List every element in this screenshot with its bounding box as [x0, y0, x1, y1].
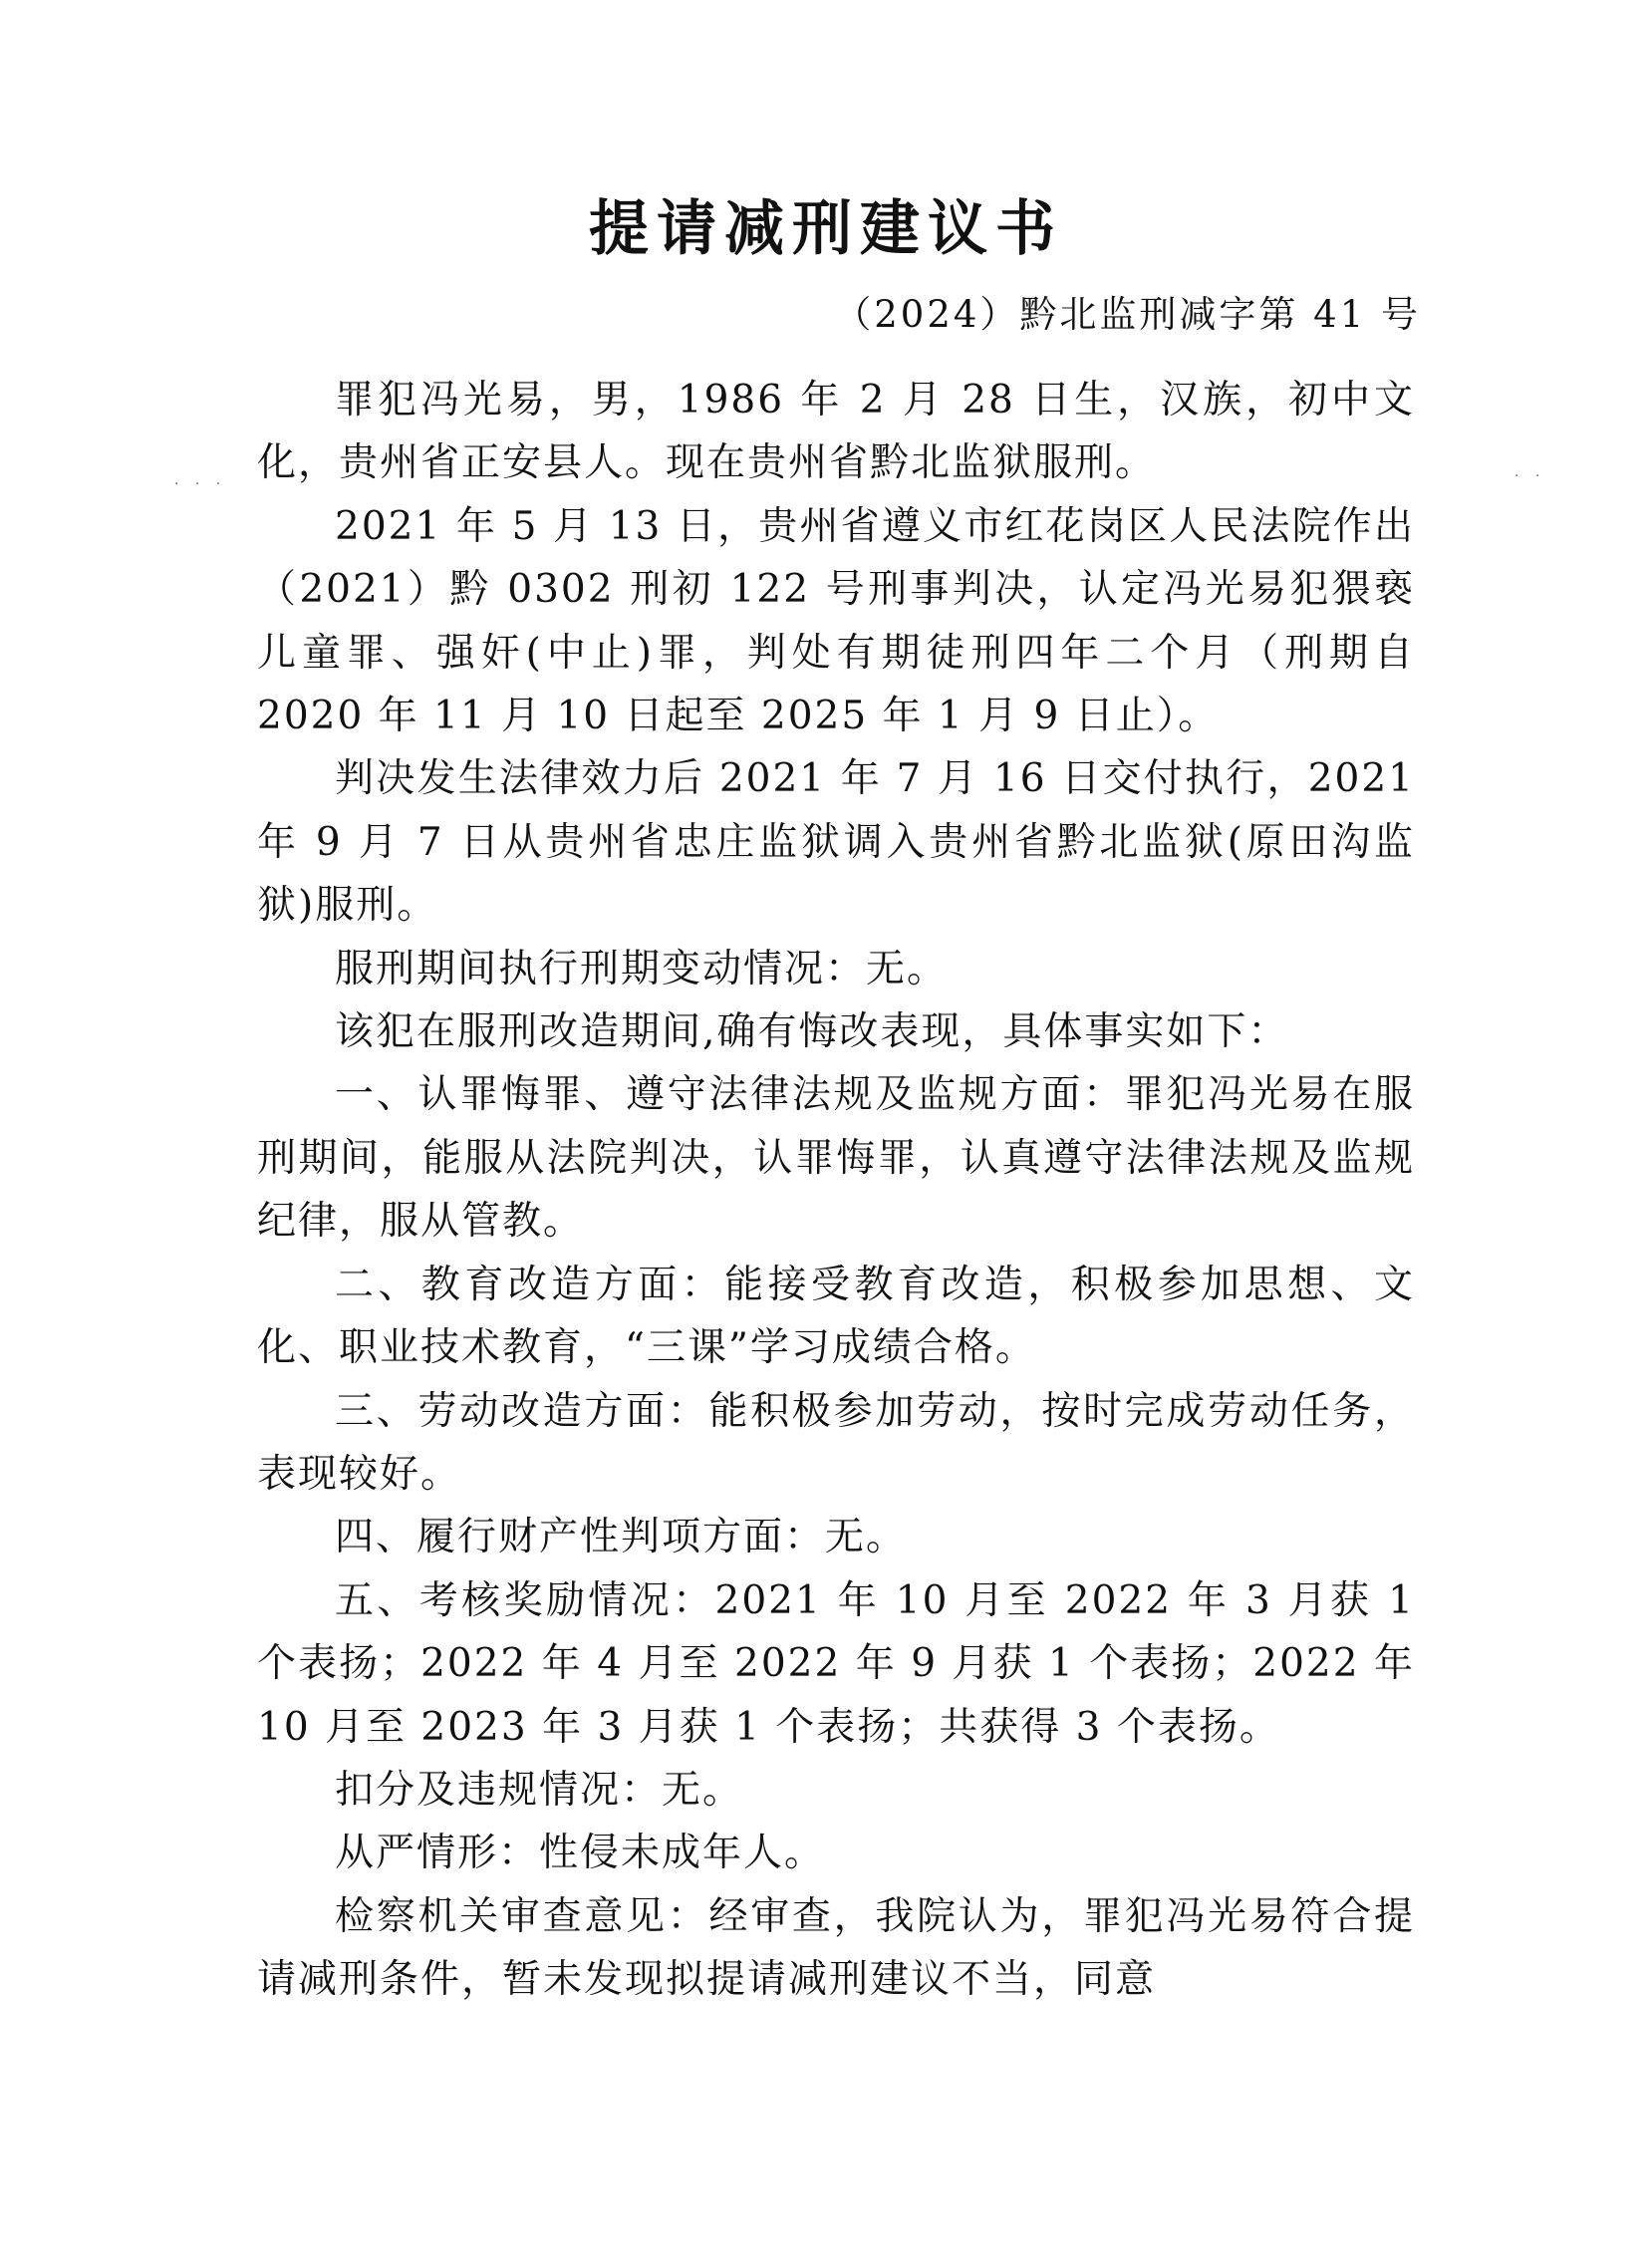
paragraph-labor: 三、劳动改造方面：能积极参加劳动，按时完成劳动任务，表现较好。: [257, 1388, 1415, 1497]
paragraph-strict-circumstances: 从严情形：性侵未成年人。: [335, 1831, 826, 1876]
paragraph-rewards: 五、考核奖励情况：2021 年 10 月至 2022 年 3 月获 1 个表扬；2022 年 4 月至 2022 年 9 月获 1 个表扬；2022 年 10 月至 2023 年 3 月获 1 个表扬；共获得 3 个表扬。: [257, 1577, 1415, 1750]
document-number: （2024）黔北监刑减字第 41 号: [834, 293, 1421, 336]
paragraph-violations: 扣分及违规情况：无。: [335, 1767, 744, 1813]
document-body: [257, 369, 1415, 2012]
scan-speck-mark: · · ·: [174, 476, 227, 492]
paragraph-education: 二、教育改造方面：能接受教育改造，积极参加思想、文化、职业技术教育，“三课”学习成绩合格。: [257, 1262, 1415, 1371]
paragraph-sentence-changes: 服刑期间执行刑期变动情况：无。: [335, 946, 949, 991]
paragraph-repentance-intro: 该犯在服刑改造期间,确有悔改表现，具体事实如下：: [335, 1009, 1289, 1055]
paragraph-judgment: 2021 年 5 月 13 日，贵州省遵义市红花岗区人民法院作出（2021）黔 0302 刑初 122 号刑事判决，认定冯光易犯猥亵儿童罪、强奸(中止)罪，判处有期徒刑四年二个月（刑期自 2020 年 11 月 10 日起至 2025 年 1 月 9 日止）。: [257, 503, 1415, 739]
paragraph-execution: 判决发生法律效力后 2021 年 7 月 16 日交付执行，2021 年 9 月 7 日从贵州省忠庄监狱调入贵州省黔北监狱(原田沟监狱)服刑。: [257, 756, 1415, 929]
paragraph-law-compliance: 一、认罪悔罪、遵守法律法规及监规方面：罪犯冯光易在服刑期间，能服从法院判决，认罪悔罪，认真遵守法律法规及监规纪律，服从管教。: [257, 1072, 1415, 1245]
paragraph-procuratorate-opinion: 检察机关审查意见：经审查，我院认为，罪犯冯光易符合提请减刑条件，暂未发现拟提请减刑建议不当，同意: [257, 1893, 1415, 2003]
paragraph-personal-info: 罪犯冯光易，男，1986 年 2 月 28 日生，汉族，初中文化，贵州省正安县人。现在贵州省黔北监狱服刑。: [257, 378, 1415, 486]
document-title: 提请减刑建议书: [589, 194, 1063, 264]
paragraph-property: 四、履行财产性判项方面：无。: [335, 1515, 908, 1560]
scan-speck-mark: · ·: [1514, 468, 1546, 484]
